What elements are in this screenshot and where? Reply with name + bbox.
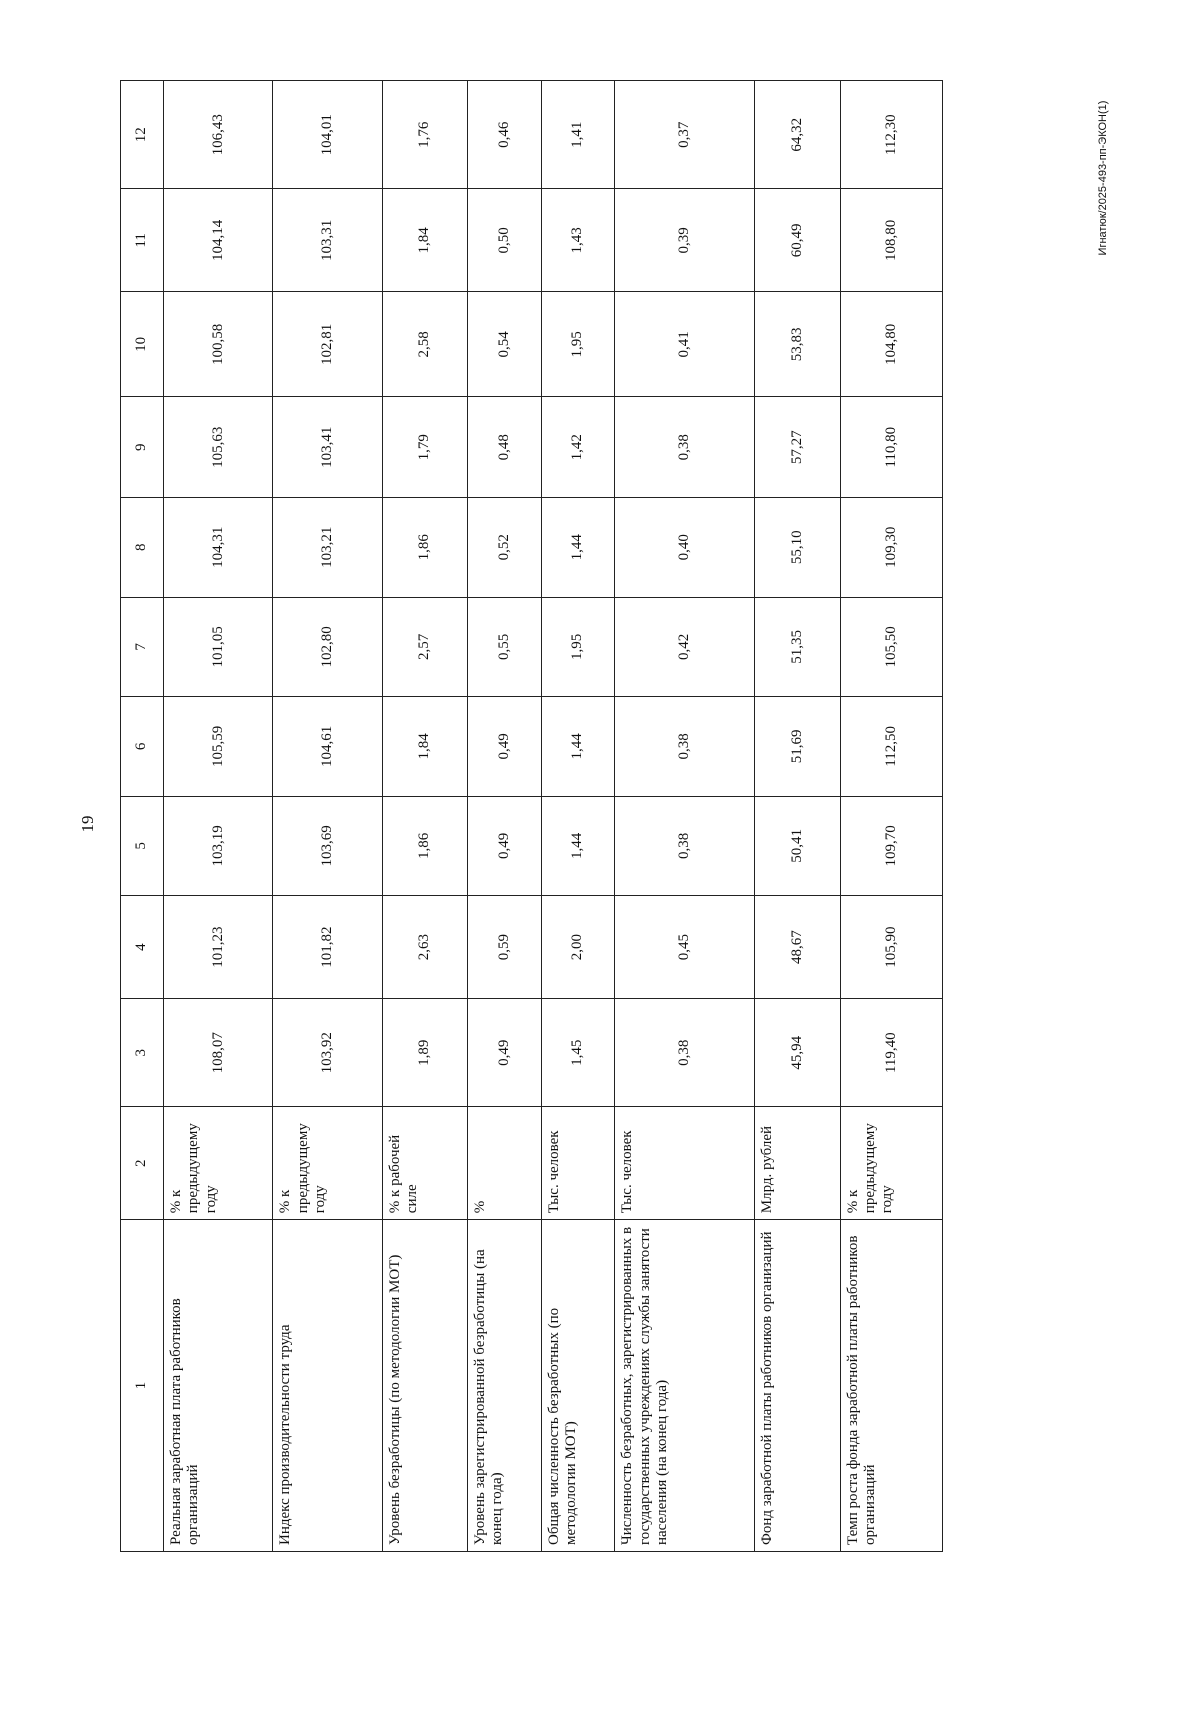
indicator-name: Общая численность безработных (по методологии МОТ): [541, 1220, 615, 1552]
value-cell: 105,90: [840, 896, 942, 999]
value-cell: 0,59: [468, 896, 542, 999]
unit-cell: % к рабочей силе: [382, 1107, 468, 1220]
value-cell: 1,44: [541, 796, 615, 896]
value-cell: 0,38: [615, 697, 755, 797]
value-cell: 0,41: [615, 292, 755, 397]
header-row: [121, 81, 164, 1552]
value-cell: 106,43: [164, 81, 273, 189]
value-cell: 102,80: [273, 597, 382, 697]
value-cell: 102,81: [273, 292, 382, 397]
value-cell: 0,48: [468, 397, 542, 498]
table-row: [468, 81, 542, 1552]
column-header: 2: [121, 1107, 164, 1220]
value-cell: 51,69: [755, 697, 841, 797]
value-cell: 64,32: [755, 81, 841, 189]
column-header: 6: [121, 697, 164, 797]
column-header: 7: [121, 597, 164, 697]
value-cell: 0,55: [468, 597, 542, 697]
unit-cell: %: [468, 1107, 542, 1220]
value-cell: 0,38: [615, 397, 755, 498]
unit-cell: % к предыдущему году: [273, 1107, 382, 1220]
value-cell: 103,92: [273, 999, 382, 1107]
value-cell: 2,63: [382, 896, 468, 999]
table-row: [273, 81, 382, 1552]
value-cell: 60,49: [755, 189, 841, 292]
value-cell: 0,39: [615, 189, 755, 292]
unit-cell: Тыс. человек: [615, 1107, 755, 1220]
value-cell: 109,30: [840, 498, 942, 598]
value-cell: 108,07: [164, 999, 273, 1107]
value-cell: 57,27: [755, 397, 841, 498]
unit-cell: Тыс. человек: [541, 1107, 615, 1220]
column-header: 5: [121, 796, 164, 896]
value-cell: 0,37: [615, 81, 755, 189]
page-number: 19: [78, 815, 97, 833]
table-row: [164, 81, 273, 1552]
indicator-name: Численность безработных, зарегистрированных в государственных учреждениях службы занятости населения (на конец года): [615, 1220, 755, 1552]
value-cell: 1,84: [382, 697, 468, 797]
value-cell: 1,86: [382, 796, 468, 896]
value-cell: 1,76: [382, 81, 468, 189]
value-cell: 105,50: [840, 597, 942, 697]
value-cell: 1,79: [382, 397, 468, 498]
column-header: 1: [121, 1220, 164, 1552]
column-header: 3: [121, 999, 164, 1107]
value-cell: 0,54: [468, 292, 542, 397]
value-cell: 112,30: [840, 81, 942, 189]
value-cell: 108,80: [840, 189, 942, 292]
value-cell: 0,42: [615, 597, 755, 697]
table-row: [755, 81, 841, 1552]
value-cell: 101,82: [273, 896, 382, 999]
value-cell: 0,52: [468, 498, 542, 598]
column-header: 4: [121, 896, 164, 999]
value-cell: 1,95: [541, 597, 615, 697]
column-header: 8: [121, 498, 164, 598]
indicator-name: Уровень безработицы (по методологии МОТ): [382, 1220, 468, 1552]
value-cell: 103,41: [273, 397, 382, 498]
value-cell: 0,45: [615, 896, 755, 999]
value-cell: 0,38: [615, 796, 755, 896]
value-cell: 0,49: [468, 796, 542, 896]
indicators-table: [120, 80, 943, 1552]
value-cell: 1,95: [541, 292, 615, 397]
value-cell: 112,50: [840, 697, 942, 797]
value-cell: 104,80: [840, 292, 942, 397]
unit-cell: % к предыдущему году: [164, 1107, 273, 1220]
value-cell: 104,61: [273, 697, 382, 797]
table-row: [382, 81, 468, 1552]
value-cell: 48,67: [755, 896, 841, 999]
value-cell: 1,84: [382, 189, 468, 292]
column-header: 11: [121, 189, 164, 292]
value-cell: 101,05: [164, 597, 273, 697]
unit-cell: % к предыдущему году: [840, 1107, 942, 1220]
value-cell: 1,44: [541, 498, 615, 598]
column-header: 12: [121, 81, 164, 189]
indicator-name: Уровень зарегистрированной безработицы (на конец года): [468, 1220, 542, 1552]
indicator-name: Индекс производительности труда: [273, 1220, 382, 1552]
value-cell: 101,23: [164, 896, 273, 999]
value-cell: 0,49: [468, 697, 542, 797]
indicator-name: Реальная заработная плата работников организаций: [164, 1220, 273, 1552]
value-cell: 104,14: [164, 189, 273, 292]
value-cell: 103,21: [273, 498, 382, 598]
value-cell: 1,89: [382, 999, 468, 1107]
value-cell: 100,58: [164, 292, 273, 397]
value-cell: 1,45: [541, 999, 615, 1107]
table-row: [840, 81, 942, 1552]
value-cell: 105,59: [164, 697, 273, 797]
value-cell: 104,01: [273, 81, 382, 189]
table-body: [164, 81, 943, 1552]
value-cell: 1,42: [541, 397, 615, 498]
indicator-name: Темп роста фонда заработной платы работников организаций: [840, 1220, 942, 1552]
value-cell: 105,63: [164, 397, 273, 498]
value-cell: 1,44: [541, 697, 615, 797]
value-cell: 1,86: [382, 498, 468, 598]
value-cell: 0,46: [468, 81, 542, 189]
value-cell: 1,43: [541, 189, 615, 292]
value-cell: 0,49: [468, 999, 542, 1107]
value-cell: 55,10: [755, 498, 841, 598]
value-cell: 51,35: [755, 597, 841, 697]
document-code: Игнатюк/2025-493-пп-ЭКОН(1): [1097, 100, 1109, 256]
value-cell: 50,41: [755, 796, 841, 896]
value-cell: 119,40: [840, 999, 942, 1107]
table-row: [615, 81, 755, 1552]
value-cell: 0,38: [615, 999, 755, 1107]
value-cell: 53,83: [755, 292, 841, 397]
unit-cell: Млрд. рублей: [755, 1107, 841, 1220]
value-cell: 0,50: [468, 189, 542, 292]
value-cell: 110,80: [840, 397, 942, 498]
indicator-name: Фонд заработной платы работников организаций: [755, 1220, 841, 1552]
value-cell: 2,58: [382, 292, 468, 397]
table-row: [541, 81, 615, 1552]
value-cell: 0,40: [615, 498, 755, 598]
value-cell: 2,00: [541, 896, 615, 999]
value-cell: 1,41: [541, 81, 615, 189]
column-header: 10: [121, 292, 164, 397]
value-cell: 45,94: [755, 999, 841, 1107]
value-cell: 104,31: [164, 498, 273, 598]
value-cell: 109,70: [840, 796, 942, 896]
rotated-table-container: [120, 80, 943, 1552]
column-header: 9: [121, 397, 164, 498]
value-cell: 103,69: [273, 796, 382, 896]
value-cell: 103,31: [273, 189, 382, 292]
value-cell: 2,57: [382, 597, 468, 697]
value-cell: 103,19: [164, 796, 273, 896]
